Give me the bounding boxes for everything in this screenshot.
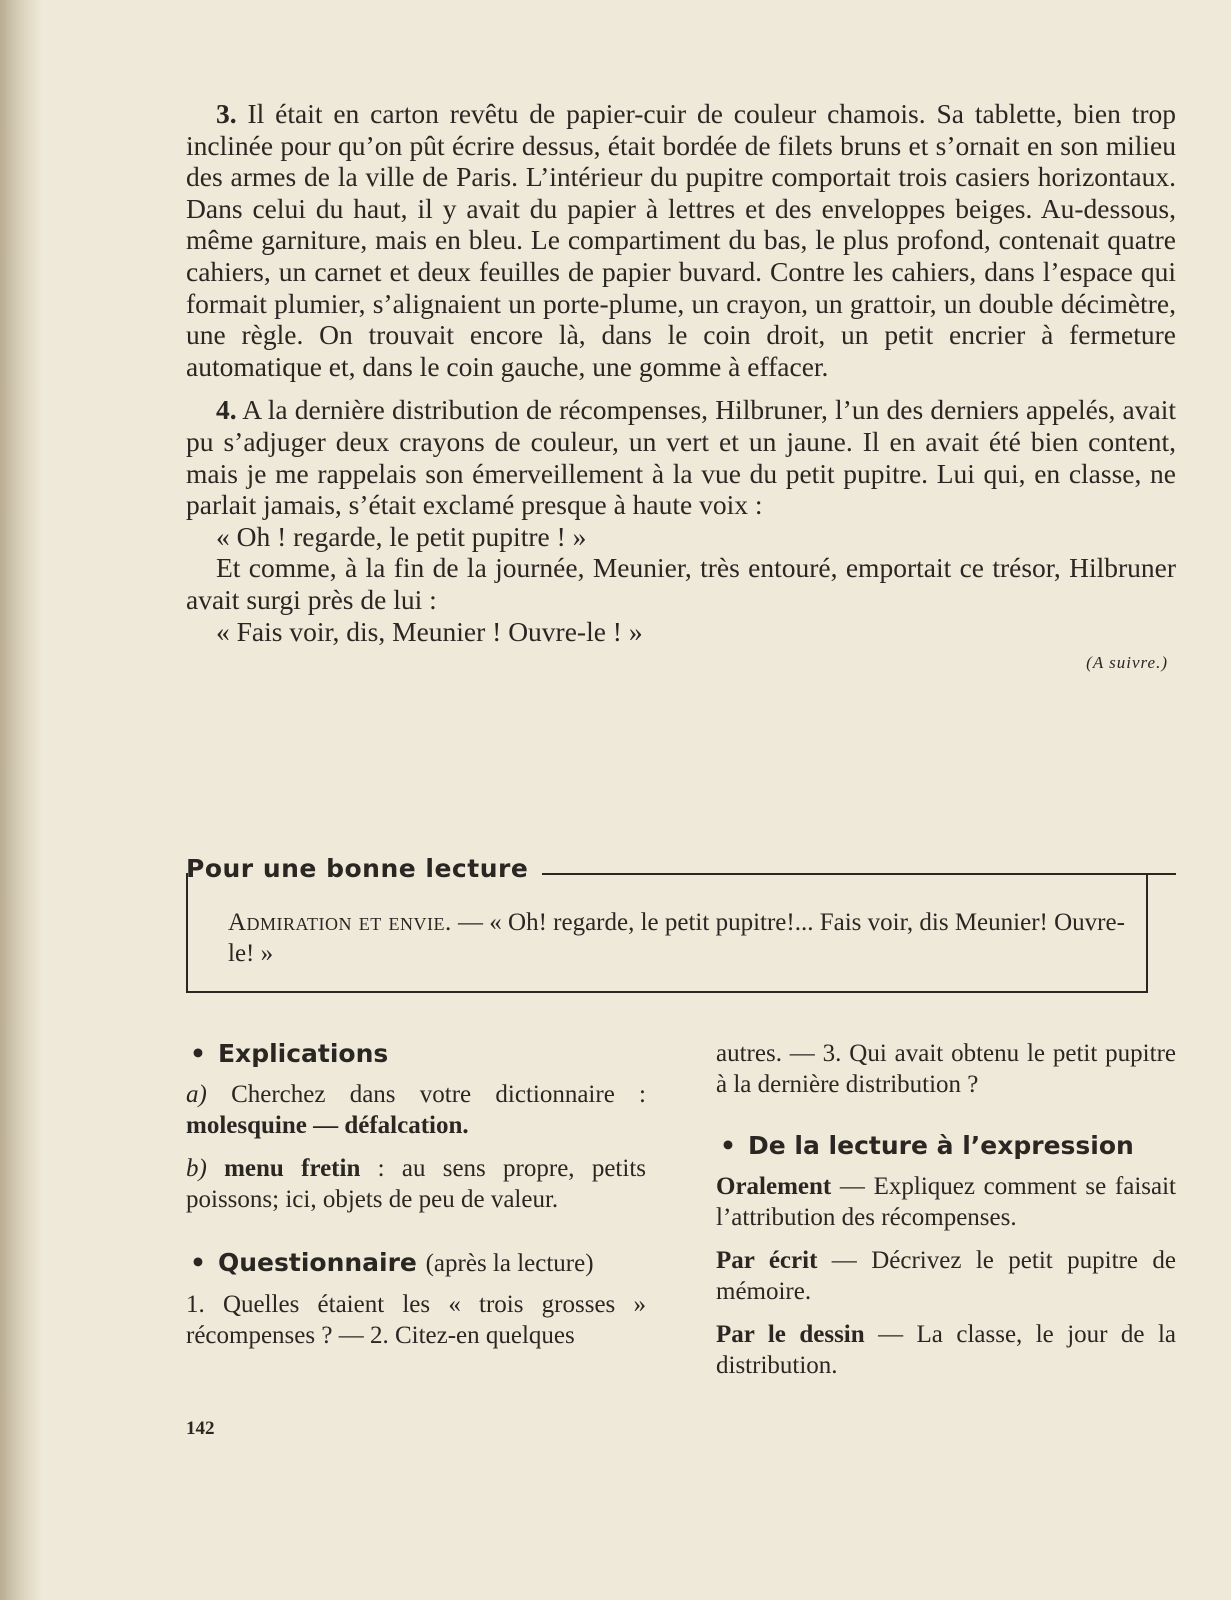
questionnaire-text-start: 1. Quelles étaient les « trois grosses » récompenses ? — 2. Citez-en quelques [186, 1291, 646, 1349]
expression-heading: • De la lecture à l’expression [720, 1131, 1134, 1160]
heading-rule [542, 873, 1176, 875]
page-number: 142 [186, 1418, 215, 1439]
good-reading-box [186, 873, 1148, 993]
explanation-a: a) Cherchez dans votre dictionnaire : molesquine — défalcation. [186, 1081, 646, 1139]
to-be-continued: (A suivre.) [1086, 653, 1168, 673]
good-reading-text: — « Oh! regarde, le petit pupitre!... Fais voir, dis Meunier! Ouvre-le! » [228, 909, 1125, 967]
paragraph-3 [186, 98, 1176, 382]
good-reading-label: Admiration et envie. [228, 909, 452, 936]
expression-oral: Oralement — Expliquez comment se faisait l’attribution des récompenses. [716, 1173, 1176, 1231]
exercise-columns [186, 1038, 1176, 1381]
paragraph-number: 3. [216, 98, 237, 129]
paragraph-4 [186, 394, 1176, 520]
paragraph-text: A la dernière distribution de récompenses, Hilbruner, l’un des derniers appelés, avait pu s’adjuger deux crayons de couleur, un vert et un jaune. Il en avait été bien content, mais je me rappelais son émerveillement à la vue du petit pupitre. Lui qui, en classe, ne parlait jamais, s’était exclamé presque à haute voix : [186, 394, 1177, 521]
paragraph-text: Il était en carton revêtu de papier-cuir de couleur chamois. Sa tablette, bien trop inclinée pour qu’on pût écrire dessus, était bordée de filets bruns et s’ornait en son milieu des armes de la ville de Paris. L’intérieur du pupitre comportait trois casiers horizontaux. Dans celui du haut, il y avait du papier à lettres et des enveloppes beiges. Au-dessous, même garniture, mais en bleu. Le compartiment du bas, le plus profond, contenait quatre cahiers, un carnet et deux feuilles de papier buvard. Contre les cahiers, dans l’espace qui formait plumier, s’alignaient un porte-plume, un crayon, un grattoir, un double décimètre, une règle. On trouvait encore là, dans le coin droit, un petit encrier à fermeture automatique et, dans le coin gauche, une gomme à effacer. [186, 98, 1176, 382]
bullet-icon: • [190, 1248, 206, 1277]
expression-drawing: Par le dessin — La classe, le jour de la distribution. [716, 1321, 1177, 1379]
bullet-icon: • [190, 1039, 206, 1068]
explanations-heading: • Explications [190, 1039, 389, 1068]
right-column [716, 1038, 1176, 1381]
good-reading-title: Pour une bonne lecture [186, 854, 529, 883]
explanation-b: b) menu fretin : au sens propre, petits poissons; ici, objets de peu de valeur. [186, 1155, 646, 1213]
quote-line: « Fais voir, dis, Meunier ! Ouvre-le ! » [216, 615, 643, 647]
left-column [186, 1038, 646, 1381]
questionnaire-text-end: autres. — 3. Qui avait obtenu le petit pupitre à la dernière distribution ? [716, 1040, 1176, 1098]
paragraph-5: Et comme, à la fin de la journée, Meunier, très entouré, emportait ce trésor, Hilbruner avait surgi près de lui : [186, 552, 1176, 615]
paragraph-number: 4. [216, 394, 237, 426]
book-binding-shadow [0, 0, 42, 1600]
bullet-icon: • [720, 1131, 736, 1160]
good-reading-section [186, 854, 1176, 993]
questionnaire-heading: • Questionnaire (après la lecture) [190, 1248, 594, 1277]
expression-written: Par écrit — Décrivez le petit pupitre de mémoire. [716, 1247, 1176, 1305]
page-content [186, 98, 1177, 1439]
quote-line: « Oh ! regarde, le petit pupitre ! » [216, 520, 587, 552]
